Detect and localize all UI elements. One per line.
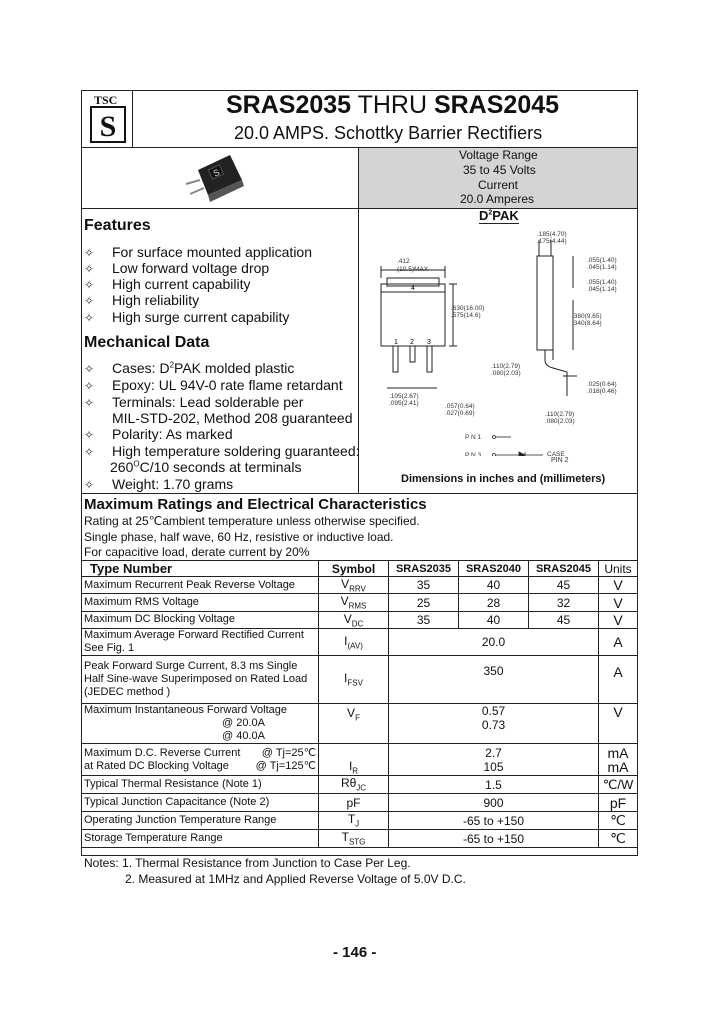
ratings-title: Maximum Ratings and Electrical Characteristics (84, 496, 427, 513)
ratings-note-3: For capacitive load, derate current by 20% (84, 545, 310, 559)
table-row: Maximum DC Blocking Voltage $V_{DC}$ 35 40 45 V (82, 611, 638, 628)
features-title: Features (84, 217, 151, 234)
spec-box (359, 148, 637, 208)
svg-text:P N 3: P N 3 (465, 452, 482, 456)
svg-text:2: 2 (410, 339, 414, 346)
ratings-note-2: Single phase, half wave, 60 Hz, resistive or inductive load. (84, 530, 394, 544)
mech-item-weight: ✧ Weight: 1.70 grams (84, 476, 234, 492)
feature-item: ✧ High reliability (84, 292, 200, 308)
ratings-note-1: Rating at 25℃ambient temperature unless otherwise specified. (84, 514, 420, 528)
svg-text:.175(4.44): .175(4.44) (537, 238, 567, 245)
note-2: 2. Measured at 1MHz and Applied Reverse Voltage of 5.0V D.C. (125, 872, 466, 886)
logo-divider (132, 90, 133, 147)
svg-text:.380(9.65): .380(9.65) (572, 313, 602, 320)
package-outline-drawing (359, 226, 637, 456)
table-row: Storage Temperature Range $T_{STG}$ -65 to +150 ℃ (82, 830, 638, 848)
title-part2: SRAS2045 (433, 91, 560, 119)
bullet-icon: ✧ (84, 396, 95, 410)
table-row: Typical Thermal Resistance (Note 1) $R\theta_{JC}$ 1.5 ℃/W (82, 776, 638, 794)
bullet-icon: ✧ (84, 278, 95, 292)
mechanical-title: Mechanical Data (84, 334, 210, 351)
mech-item-terminals-2: MIL-STD-202, Method 208 guaranteed (112, 410, 353, 426)
col-sras2045: SRAS2045 (529, 561, 599, 577)
logo-mark-icon (88, 106, 128, 144)
col-symbol: Symbol (319, 561, 389, 577)
voltage-range-label: Voltage Range (459, 148, 538, 162)
bullet-icon: ✧ (84, 311, 95, 325)
package-photo (180, 150, 250, 206)
table-row: Maximum Instantaneous Forward Voltage @ 20.0A @ 40.0A $V_F$ 0.57 0.73 V (82, 704, 638, 744)
svg-text:.080(2.03): .080(2.03) (491, 370, 521, 377)
svg-text:.110(2.79): .110(2.79) (545, 411, 575, 418)
bullet-icon: ✧ (84, 362, 95, 376)
svg-text:S: S (99, 110, 117, 143)
svg-text:.105(2.67): .105(2.67) (389, 393, 419, 400)
mech-item-epoxy: ✧ Epoxy: UL 94V-0 rate flame retardant (84, 377, 343, 393)
svg-text:.057(0.64): .057(0.64) (445, 403, 475, 410)
svg-text:.575(14.6): .575(14.6) (451, 312, 481, 319)
title-thru: THRU (351, 91, 434, 119)
ratings-divider (81, 493, 638, 494)
voltage-range-value: 35 to 45 Volts (463, 163, 536, 177)
ratings-table (81, 560, 638, 848)
mech-item-cases: ✧ Cases: $D^2PAK$ molded plastic (84, 360, 295, 376)
page-subtitle: 20.0 AMPS. Schottky Barrier Rectifiers (234, 123, 543, 143)
svg-text:.055(1.40): .055(1.40) (587, 257, 617, 264)
mech-item-polarity: ✧ Polarity: As marked (84, 426, 233, 442)
svg-text:1: 1 (394, 339, 398, 346)
schematic-pin2: PIN 2 (551, 457, 569, 464)
svg-text:S: S (211, 167, 222, 179)
table-row: Peak Forward Surge Current, 8.3 ms Single Half Sine-wave Superimposed on Rated Load (JEDEC method ) $I_{FSV}$ 350 A (82, 656, 638, 704)
bullet-icon: ✧ (84, 478, 95, 492)
svg-text:3: 3 (427, 339, 431, 346)
feature-item: ✧ Low forward voltage drop (84, 260, 270, 276)
table-row: Maximum RMS Voltage $V_{RMS}$ 25 28 32 V (82, 594, 638, 611)
svg-text:.340(8.64): .340(8.64) (572, 320, 602, 327)
svg-text:.045(1.14): .045(1.14) (587, 286, 617, 293)
feature-item: ✧ High surge current capability (84, 309, 290, 325)
current-value: 20.0 Amperes (460, 192, 535, 206)
svg-text:.045(1.14): .045(1.14) (587, 264, 617, 271)
mech-item-terminals: ✧ Terminals: Lead solderable per (84, 394, 304, 410)
note-1: Notes: 1. Thermal Resistance from Junction to Case Per Leg. (84, 856, 411, 870)
package-name: $D^2PAK$ (479, 208, 519, 223)
svg-text:.055(1.40): .055(1.40) (587, 279, 617, 286)
table-row: Typical Junction Capacitance (Note 2) pF 900 pF (82, 794, 638, 812)
col-units: Units (599, 561, 638, 577)
bullet-icon: ✧ (84, 262, 95, 276)
bullet-icon: ✧ (84, 246, 95, 260)
bullet-icon: ✧ (84, 294, 95, 308)
tsc-logo (88, 93, 128, 145)
svg-text:4: 4 (411, 285, 415, 292)
svg-text:.630(16.00): .630(16.00) (451, 305, 485, 312)
table-row: Operating Junction Temperature Range $T_J$ -65 to +150 ℃ (82, 812, 638, 830)
bullet-icon: ✧ (84, 379, 95, 393)
svg-text:CASE: CASE (547, 451, 565, 456)
bullet-icon: ✧ (84, 445, 95, 459)
bullet-icon: ✧ (84, 428, 95, 442)
table-row: Maximum D.C. Reverse Current @ Tj=25℃ at Rated DC Blocking Voltage @ Tj=125℃ $I_R$ 2.7 105 mA mA (82, 744, 638, 776)
svg-text:.018(0.46): .018(0.46) (587, 388, 617, 395)
col-sras2040: SRAS2040 (459, 561, 529, 577)
svg-text:.095(2.41): .095(2.41) (389, 400, 419, 407)
mech-item-hightemp: ✧ High temperature soldering guaranteed: (84, 443, 360, 459)
table-row: Maximum Average Forward Rectified Current See Fig. 1 $I_{(AV)}$ 20.0 A (82, 629, 638, 656)
current-label: Current (478, 178, 519, 192)
dimensions-caption: Dimensions in inches and (millimeters) (401, 473, 606, 485)
svg-text:(10.5)MAX: (10.5)MAX (397, 266, 429, 273)
col-type-number: Type Number (82, 561, 319, 577)
table-header-row (82, 561, 638, 577)
svg-text:.185(4.70): .185(4.70) (537, 231, 567, 238)
logo-text: TSC (94, 93, 118, 107)
svg-text:P N 1: P N 1 (465, 434, 482, 441)
page-number: - 146 - (333, 944, 377, 961)
feature-item: ✧ High current capability (84, 276, 251, 292)
svg-text:.080(2.03): .080(2.03) (545, 418, 575, 425)
col-sras2035: SRAS2035 (389, 561, 459, 577)
title-part1: SRAS2035 (226, 91, 352, 119)
mech-item-hightemp-2: $260^OC/10$ seconds at terminals (110, 459, 302, 475)
svg-text:.412: .412 (397, 258, 410, 265)
page-title (226, 91, 559, 120)
table-row: Maximum Recurrent Peak Reverse Voltage $V_{RRV}$ 35 40 45 V (82, 577, 638, 594)
feature-item: ✧ For surface mounted application (84, 244, 312, 260)
row2-divider-h (81, 208, 638, 209)
svg-text:.025(0.64): .025(0.64) (587, 381, 617, 388)
svg-text:.027(0.69): .027(0.69) (445, 410, 475, 417)
svg-text:.110(2.79): .110(2.79) (491, 363, 521, 370)
